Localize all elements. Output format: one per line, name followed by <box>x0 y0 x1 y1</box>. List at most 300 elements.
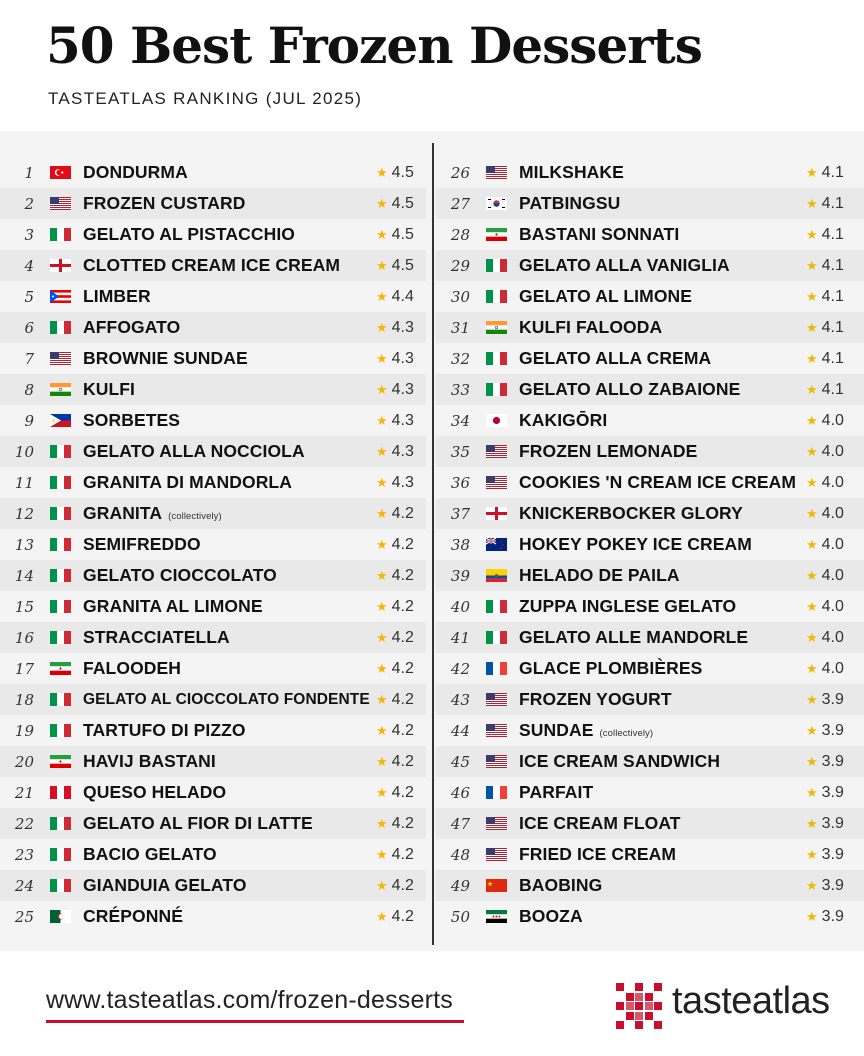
ranking-row[interactable] <box>0 839 426 870</box>
star-icon: ★ <box>806 815 818 831</box>
dessert-name <box>83 813 426 834</box>
rating-value: 4.4 <box>391 287 414 305</box>
ranking-row[interactable] <box>0 498 426 529</box>
rank-number: 1 <box>24 163 34 182</box>
star-icon: ★ <box>806 195 818 211</box>
rating <box>806 257 844 275</box>
flag-peru-icon <box>50 786 71 799</box>
ranking-row[interactable] <box>436 281 864 312</box>
flag-italy-icon <box>50 848 71 861</box>
dessert-name-text: DONDURMA <box>83 162 188 182</box>
star-icon: ★ <box>376 629 388 645</box>
dessert-name-text: KULFI <box>83 379 136 399</box>
ranking-row[interactable] <box>0 777 426 808</box>
flag-italy-icon <box>50 476 71 489</box>
rank-number: 46 <box>450 783 470 802</box>
ranking-column-right <box>436 157 864 932</box>
rating <box>376 598 414 616</box>
logo-square <box>645 1002 653 1010</box>
rank-number: 36 <box>450 473 470 492</box>
ranking-row[interactable] <box>0 157 426 188</box>
ranking-row[interactable] <box>436 498 864 529</box>
ranking-row[interactable] <box>0 281 426 312</box>
rating <box>376 908 414 926</box>
rank-number: 7 <box>24 349 34 368</box>
star-icon: ★ <box>806 629 818 645</box>
star-icon: ★ <box>806 226 818 242</box>
dessert-name-text: GELATO ALLE MANDORLE <box>519 627 749 647</box>
flag-france-icon <box>486 786 507 799</box>
dessert-name <box>83 844 426 865</box>
flag-italy-icon <box>50 569 71 582</box>
star-icon: ★ <box>806 846 818 862</box>
rank-number: 30 <box>450 287 470 306</box>
flag-usa-icon <box>486 848 507 861</box>
star-icon: ★ <box>806 598 818 614</box>
flag-iran-icon <box>486 228 507 241</box>
dessert-name <box>83 627 426 648</box>
dessert-name-text: HELADO DE PAILA <box>519 565 680 585</box>
rating <box>806 505 844 523</box>
rank-number: 10 <box>14 442 34 461</box>
star-icon: ★ <box>376 195 388 211</box>
star-icon: ★ <box>376 536 388 552</box>
rating-value: 4.3 <box>391 380 414 398</box>
ranking-row[interactable] <box>436 591 864 622</box>
ranking-row[interactable] <box>0 622 426 653</box>
ranking-row[interactable] <box>436 312 864 343</box>
star-icon: ★ <box>806 722 818 738</box>
rank-number: 33 <box>450 380 470 399</box>
star-icon: ★ <box>806 443 818 459</box>
rating <box>376 474 414 492</box>
rank-number: 39 <box>450 566 470 585</box>
flag-usa-icon <box>50 197 71 210</box>
rating-value: 4.2 <box>391 876 414 894</box>
ranking-row[interactable] <box>0 560 426 591</box>
star-icon: ★ <box>806 877 818 893</box>
star-icon: ★ <box>376 319 388 335</box>
logo-square <box>654 1002 662 1010</box>
dessert-name-text: KULFI FALOODA <box>519 317 663 337</box>
flag-italy-icon <box>50 445 71 458</box>
ranking-row[interactable] <box>436 343 864 374</box>
dessert-name-text: GELATO ALLA CREMA <box>519 348 712 368</box>
rank-number: 48 <box>450 845 470 864</box>
ranking-row[interactable] <box>0 684 426 715</box>
ranking-row[interactable] <box>436 622 864 653</box>
rating <box>806 908 844 926</box>
star-icon: ★ <box>376 381 388 397</box>
dessert-name-text: PARFAIT <box>519 782 594 802</box>
ranking-row[interactable] <box>0 343 426 374</box>
ranking-row[interactable] <box>0 808 426 839</box>
ranking-row[interactable] <box>0 591 426 622</box>
flag-italy-icon <box>486 600 507 613</box>
rank-number: 18 <box>14 690 34 709</box>
ranking-row[interactable] <box>436 653 864 684</box>
rank-number: 5 <box>24 287 34 306</box>
logo-square <box>616 1021 624 1029</box>
rating <box>806 815 844 833</box>
star-icon: ★ <box>376 164 388 180</box>
rating-value: 4.0 <box>821 411 844 429</box>
rank-number: 17 <box>14 659 34 678</box>
star-icon: ★ <box>806 536 818 552</box>
flag-philippines-icon <box>50 414 71 427</box>
flag-italy-icon <box>486 352 507 365</box>
flag-usa-icon <box>486 693 507 706</box>
rating-value: 4.1 <box>821 225 844 243</box>
flag-usa-icon <box>486 755 507 768</box>
rating-value: 4.2 <box>391 752 414 770</box>
dessert-name-text: MILKSHAKE <box>519 162 624 182</box>
flag-iran-icon <box>50 662 71 675</box>
rank-number: 40 <box>450 597 470 616</box>
rating <box>376 164 414 182</box>
rating <box>806 195 844 213</box>
ranking-row[interactable] <box>436 839 864 870</box>
rank-number: 28 <box>450 225 470 244</box>
rating <box>376 691 414 709</box>
flag-ecuador-icon <box>486 569 507 582</box>
dessert-name <box>83 348 426 369</box>
star-icon: ★ <box>376 257 388 273</box>
flag-italy-icon <box>50 321 71 334</box>
dessert-name <box>83 286 426 307</box>
rating <box>806 412 844 430</box>
rating <box>806 598 844 616</box>
ranking-row[interactable] <box>0 436 426 467</box>
logo-square <box>635 1012 643 1020</box>
rating-value: 4.5 <box>391 194 414 212</box>
ranking-row[interactable] <box>0 374 426 405</box>
ranking-row[interactable] <box>0 901 426 932</box>
star-icon: ★ <box>376 226 388 242</box>
rating <box>376 443 414 461</box>
ranking-row[interactable] <box>436 467 864 498</box>
ranking-row[interactable] <box>436 808 864 839</box>
flag-new-zealand-icon <box>486 538 507 551</box>
star-icon: ★ <box>806 350 818 366</box>
dessert-name-text: QUESO HELADO <box>83 782 227 802</box>
star-icon: ★ <box>376 350 388 366</box>
flag-syria-icon <box>486 910 507 923</box>
dessert-name-text: FROZEN CUSTARD <box>83 193 246 213</box>
flag-italy-icon <box>50 228 71 241</box>
ranking-row[interactable] <box>436 250 864 281</box>
star-icon: ★ <box>376 567 388 583</box>
dessert-name-text: HOKEY POKEY ICE CREAM <box>519 534 752 554</box>
dessert-name <box>83 534 426 555</box>
logo-square <box>645 1012 653 1020</box>
rating <box>806 660 844 678</box>
rank-number: 19 <box>14 721 34 740</box>
rating <box>806 722 844 740</box>
rating <box>806 536 844 554</box>
dessert-name <box>83 255 426 276</box>
dessert-name-text: GELATO ALLO ZABAIONE <box>519 379 741 399</box>
dessert-name-text: HAVIJ BASTANI <box>83 751 216 771</box>
star-icon: ★ <box>806 288 818 304</box>
ranking-row[interactable] <box>0 529 426 560</box>
rating-value: 4.0 <box>821 442 844 460</box>
ranking-row[interactable] <box>0 715 426 746</box>
rating <box>376 350 414 368</box>
ranking-row[interactable] <box>436 560 864 591</box>
ranking-row[interactable] <box>0 467 426 498</box>
flag-china-icon <box>486 879 507 892</box>
star-icon: ★ <box>806 257 818 273</box>
dessert-name-text: GRANITA <box>83 503 163 523</box>
rating <box>806 846 844 864</box>
ranking-row[interactable] <box>436 746 864 777</box>
dessert-name-text: COOKIES 'N CREAM ICE CREAM <box>519 472 797 492</box>
rank-number: 21 <box>14 783 34 802</box>
star-icon: ★ <box>806 691 818 707</box>
ranking-row[interactable] <box>0 653 426 684</box>
ranking-row[interactable] <box>436 188 864 219</box>
flag-italy-icon <box>50 724 71 737</box>
tasteatlas-logo-icon <box>616 983 662 1029</box>
dessert-name <box>83 875 426 896</box>
dessert-name-text: CLOTTED CREAM ICE CREAM <box>83 255 341 275</box>
rating-value: 3.9 <box>821 876 844 894</box>
dessert-name-text: GLACE PLOMBIÈRES <box>519 658 703 678</box>
dessert-name <box>83 503 426 524</box>
rating <box>376 815 414 833</box>
ranking-column-left <box>0 157 426 932</box>
star-icon: ★ <box>376 288 388 304</box>
ranking-row[interactable] <box>436 157 864 188</box>
rank-number: 50 <box>450 907 470 926</box>
flag-usa-icon <box>486 817 507 830</box>
rating <box>376 536 414 554</box>
rating-value: 4.1 <box>821 163 844 181</box>
dessert-name-text: PATBINGSU <box>519 193 621 213</box>
logo-square <box>654 983 662 991</box>
logo-square <box>654 1021 662 1029</box>
rank-number: 32 <box>450 349 470 368</box>
rating-value: 3.9 <box>821 752 844 770</box>
dessert-name <box>83 472 426 493</box>
rating-value: 4.2 <box>391 597 414 615</box>
rating-value: 4.0 <box>821 566 844 584</box>
flag-usa-icon <box>486 166 507 179</box>
rating-value: 4.0 <box>821 659 844 677</box>
ranking-row[interactable] <box>436 901 864 932</box>
ranking-row[interactable] <box>436 777 864 808</box>
rating-value: 4.3 <box>391 473 414 491</box>
logo-square <box>635 1002 643 1010</box>
star-icon: ★ <box>806 412 818 428</box>
rank-number: 22 <box>14 814 34 833</box>
ranking-row[interactable] <box>436 715 864 746</box>
star-icon: ★ <box>376 722 388 738</box>
rank-number: 29 <box>450 256 470 275</box>
dessert-name-text: STRACCIATELLA <box>83 627 230 647</box>
rank-number: 42 <box>450 659 470 678</box>
ranking-row[interactable] <box>436 374 864 405</box>
rating-value: 4.0 <box>821 535 844 553</box>
rating <box>806 629 844 647</box>
ranking-row[interactable] <box>436 405 864 436</box>
ranking-row[interactable] <box>436 529 864 560</box>
star-icon: ★ <box>376 412 388 428</box>
dessert-name-text: BOOZA <box>519 906 583 926</box>
flag-usa-icon <box>486 724 507 737</box>
ranking-row[interactable] <box>0 219 426 250</box>
logo-square <box>635 1021 643 1029</box>
flag-india-icon <box>486 321 507 334</box>
logo-square <box>626 993 634 1001</box>
dessert-name-text: BAOBING <box>519 875 603 895</box>
flag-england-icon <box>50 259 71 272</box>
rank-number: 15 <box>14 597 34 616</box>
flag-usa-icon <box>50 352 71 365</box>
dessert-name <box>83 317 426 338</box>
rating-value: 4.0 <box>821 473 844 491</box>
flag-france-icon <box>486 662 507 675</box>
flag-italy-icon <box>50 693 71 706</box>
ranking-row[interactable] <box>0 405 426 436</box>
rating <box>376 412 414 430</box>
flag-algeria-icon <box>50 910 71 923</box>
logo-square <box>635 983 643 991</box>
flag-iran-icon <box>50 755 71 768</box>
flag-italy-icon <box>50 538 71 551</box>
rating <box>806 443 844 461</box>
rating-value: 4.2 <box>391 814 414 832</box>
rank-number: 11 <box>14 473 34 492</box>
dessert-name <box>83 596 426 617</box>
rating-value: 4.1 <box>821 380 844 398</box>
rating-value: 4.1 <box>821 256 844 274</box>
page-title: 50 Best Frozen Desserts <box>46 16 702 75</box>
logo-square <box>635 993 643 1001</box>
star-icon: ★ <box>376 846 388 862</box>
dessert-name <box>83 193 426 214</box>
rank-number: 37 <box>450 504 470 523</box>
ranking-row[interactable] <box>0 188 426 219</box>
dessert-name <box>83 906 426 927</box>
rating <box>376 381 414 399</box>
ranking-row[interactable] <box>0 870 426 901</box>
ranking-row[interactable] <box>436 219 864 250</box>
rating-value: 4.3 <box>391 411 414 429</box>
rating <box>376 722 414 740</box>
dessert-name-text: GELATO ALLA VANIGLIA <box>519 255 730 275</box>
rank-number: 20 <box>14 752 34 771</box>
rating-value: 4.5 <box>391 256 414 274</box>
flag-italy-icon <box>50 600 71 613</box>
logo-square <box>626 1012 634 1020</box>
star-icon: ★ <box>376 505 388 521</box>
column-divider <box>432 143 434 945</box>
ranking-row[interactable] <box>0 250 426 281</box>
rank-number: 2 <box>24 194 34 213</box>
rating <box>376 319 414 337</box>
rating-value: 4.0 <box>821 597 844 615</box>
star-icon: ★ <box>806 381 818 397</box>
dessert-name-text: AFFOGATO <box>83 317 181 337</box>
rating-value: 4.2 <box>391 721 414 739</box>
star-icon: ★ <box>806 753 818 769</box>
rating <box>376 567 414 585</box>
flag-england-icon <box>486 507 507 520</box>
flag-usa-icon <box>486 476 507 489</box>
dessert-name-text: FROZEN YOGURT <box>519 689 672 709</box>
dessert-name-text: ICE CREAM FLOAT <box>519 813 681 833</box>
rank-number: 26 <box>450 163 470 182</box>
rating <box>376 846 414 864</box>
rating-value: 4.1 <box>821 349 844 367</box>
rank-number: 31 <box>450 318 470 337</box>
rating <box>806 288 844 306</box>
rank-number: 9 <box>24 411 34 430</box>
rank-number: 14 <box>14 566 34 585</box>
rating <box>376 226 414 244</box>
rating <box>806 567 844 585</box>
rank-number: 27 <box>450 194 470 213</box>
rating <box>376 288 414 306</box>
flag-puerto-rico-icon <box>50 290 71 303</box>
ranking-row[interactable] <box>436 684 864 715</box>
rating <box>376 753 414 771</box>
dessert-note: (collectively) <box>168 511 222 522</box>
rating-value: 4.3 <box>391 349 414 367</box>
rating <box>806 784 844 802</box>
dessert-name <box>83 162 426 183</box>
flag-italy-icon <box>50 631 71 644</box>
ranking-row[interactable] <box>0 746 426 777</box>
rating-value: 4.2 <box>391 659 414 677</box>
dessert-name-text: GELATO AL PISTACCHIO <box>83 224 296 244</box>
flag-india-icon <box>50 383 71 396</box>
rating-value: 4.2 <box>391 566 414 584</box>
star-icon: ★ <box>376 443 388 459</box>
footer-url-link[interactable]: www.tasteatlas.com/frozen-desserts <box>46 986 453 1014</box>
star-icon: ★ <box>376 660 388 676</box>
logo-square <box>616 1002 624 1010</box>
dessert-name-text: GRANITA AL LIMONE <box>83 596 263 616</box>
ranking-row[interactable] <box>436 870 864 901</box>
rank-number: 23 <box>14 845 34 864</box>
star-icon: ★ <box>806 567 818 583</box>
star-icon: ★ <box>806 505 818 521</box>
logo-square <box>626 1002 634 1010</box>
rating <box>376 629 414 647</box>
dessert-name-text: GELATO AL LIMONE <box>519 286 693 306</box>
dessert-name-text: ZUPPA INGLESE GELATO <box>519 596 737 616</box>
rating-value: 4.3 <box>391 442 414 460</box>
star-icon: ★ <box>376 908 388 924</box>
ranking-row[interactable] <box>0 312 426 343</box>
dessert-name-text: GELATO AL CIOCCOLATO FONDENTE <box>83 690 370 708</box>
rank-number: 3 <box>24 225 34 244</box>
rank-number: 38 <box>450 535 470 554</box>
ranking-row[interactable] <box>436 436 864 467</box>
rating <box>376 257 414 275</box>
dessert-name-text: SEMIFREDDO <box>83 534 201 554</box>
rank-number: 34 <box>450 411 470 430</box>
rating-value: 4.2 <box>391 783 414 801</box>
tasteatlas-logo-text <box>672 980 830 1023</box>
rating-value: 4.2 <box>391 504 414 522</box>
dessert-note: (collectively) <box>599 728 654 739</box>
flag-italy-icon <box>50 507 71 520</box>
dessert-name <box>83 751 426 772</box>
